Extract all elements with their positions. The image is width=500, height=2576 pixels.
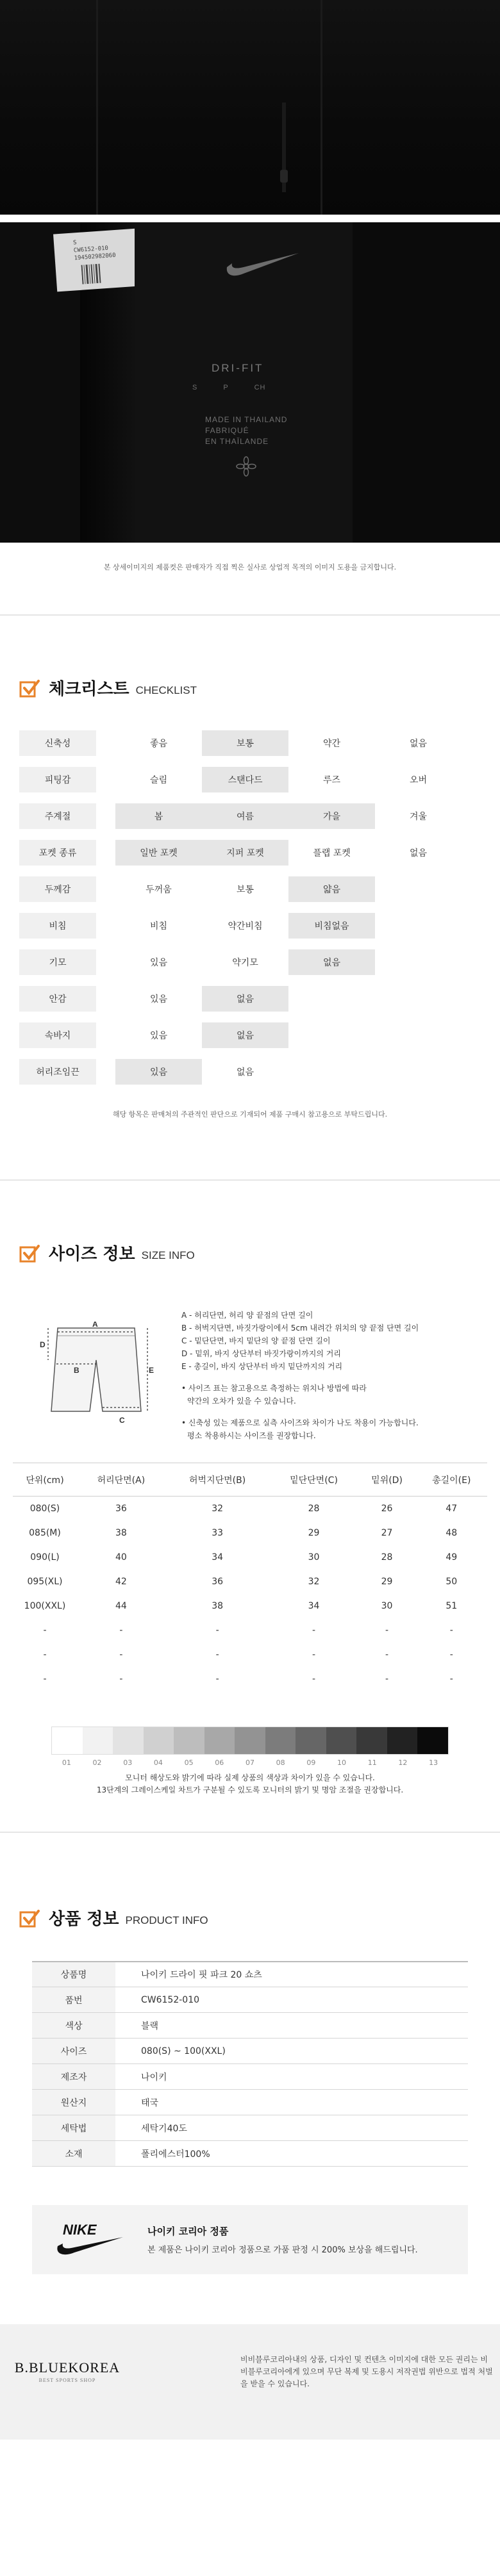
product-info-heading — [0, 1891, 500, 1929]
checklist-label: 허리조임끈 — [19, 1059, 96, 1085]
size-table-cell: - — [119, 1625, 123, 1636]
size-table-cell: - — [215, 1649, 219, 1660]
size-table-cell: 38 — [115, 1527, 127, 1538]
size-table-cell: - — [312, 1625, 316, 1636]
size-table-cell: 29 — [308, 1527, 320, 1538]
product-photo-pocket — [0, 0, 500, 215]
section-subtitle: SIZE INFO — [141, 1249, 195, 1261]
size-table-row — [13, 1570, 487, 1594]
grayscale-label: 02 — [92, 1758, 102, 1767]
size-table-row — [13, 1643, 487, 1667]
size-table-cell: 34 — [212, 1552, 224, 1563]
product-info-row — [32, 1987, 468, 2013]
checklist-row — [19, 980, 481, 1017]
size-table-cell: 27 — [381, 1527, 393, 1538]
checklist-row — [19, 834, 481, 871]
product-info-value: 나이키 드라이 핏 파크 20 쇼츠 — [115, 1962, 468, 1987]
care-tag: S CW6152-010 194502982060 — [53, 229, 140, 292]
grayscale-note: 모니터 해상도와 밝기에 따라 실제 상품의 색상과 차이가 있을 수 있습니다. 13단계의 그레이스케일 차트가 구분될 수 있도록 모니터의 밝기 및 명암 조절을 권장합니다. — [96, 1773, 404, 1794]
size-table-cell: 42 — [115, 1576, 127, 1587]
checklist-row — [19, 907, 481, 944]
section-title: 상품 정보 — [49, 1909, 119, 1929]
brand-name: B.BLUEKOREA — [14, 2359, 121, 2375]
grayscale-bar — [51, 1727, 449, 1755]
diagram-letter-c: C — [119, 1416, 125, 1425]
size-table-cell: - — [385, 1673, 389, 1684]
size-table-cell: 48 — [446, 1527, 458, 1538]
checklist-row — [19, 1017, 481, 1053]
checklist-option: 약기모 — [232, 957, 258, 968]
diagram-letter-b: B — [74, 1366, 79, 1375]
checklist-option: 보통 — [202, 730, 288, 756]
product-info-value: 태국 — [115, 2090, 468, 2115]
checklist-option: 지퍼 포켓 — [202, 840, 288, 866]
size-table-cell: 33 — [212, 1527, 224, 1538]
product-info-value: CW6152-010 — [115, 1987, 468, 2013]
checklist-label: 두께감 — [19, 876, 96, 902]
grayscale-label: 07 — [245, 1758, 254, 1767]
size-table-header: 총길이(E) — [416, 1463, 487, 1497]
size-table-cell: - — [449, 1673, 453, 1684]
made-in-text: MADE IN THAILAND FABRIQUÉ EN THAÏLANDE — [205, 415, 288, 446]
product-info-value: 세탁기40도 — [115, 2115, 468, 2141]
grayscale-label: 12 — [398, 1758, 408, 1767]
checklist-option: 있음 — [149, 1030, 168, 1041]
grayscale-swatch — [387, 1727, 418, 1754]
grayscale-swatch — [235, 1727, 265, 1754]
checklist-option: 보통 — [236, 884, 254, 895]
svg-text:NIKE: NIKE — [63, 2222, 97, 2238]
size-table-cell: - — [43, 1649, 47, 1660]
copyright-notice: 본 상세이미지의 제품컷은 판매자가 직접 찍은 실사로 상업적 목적의 이미지 도용을 금지합니다. — [103, 563, 397, 571]
size-table-cell: 50 — [446, 1576, 458, 1587]
checkbox-icon — [19, 1243, 40, 1264]
section-subtitle: CHECKLIST — [135, 684, 197, 696]
checklist-option: 오버 — [409, 775, 428, 785]
size-table-header: 밑위(D) — [358, 1463, 416, 1497]
size-table-cell: 32 — [212, 1503, 224, 1514]
size-table-row — [13, 1667, 487, 1691]
diagram-letter-e: E — [149, 1366, 154, 1375]
checklist-option: 없음 — [236, 1067, 254, 1078]
checklist-option: 없음 — [202, 1022, 288, 1048]
size-info-heading — [0, 1226, 500, 1264]
checklist-option: 비침없음 — [288, 913, 375, 939]
checklist-option: 얇음 — [288, 876, 375, 902]
checklist-row — [19, 761, 481, 798]
grayscale-label: 01 — [62, 1758, 71, 1767]
product-info-value: 블랙 — [115, 2013, 468, 2039]
checklist-option: 있음 — [149, 994, 168, 1005]
genuine-description: 본 제품은 나이키 코리아 정품으로 가품 판정 시 200% 보상을 해드립니다. — [147, 2245, 418, 2255]
divider — [0, 1179, 500, 1181]
size-table-cell: - — [119, 1673, 123, 1684]
size-table-row — [13, 1497, 487, 1521]
size-table-cell: 080(S) — [29, 1503, 60, 1514]
checklist-option: 가을 — [288, 803, 375, 829]
checklist-option: 두꺼움 — [146, 884, 172, 895]
checklist-row — [19, 944, 481, 980]
grayscale-swatch — [326, 1727, 357, 1754]
size-table-row — [13, 1618, 487, 1643]
checkbox-icon — [19, 1908, 40, 1929]
checklist-option: 있음 — [115, 1059, 202, 1085]
size-table-row — [13, 1545, 487, 1570]
grayscale-label: 05 — [184, 1758, 194, 1767]
checklist-label: 비침 — [19, 913, 96, 939]
checklist-note: 해당 항목은 판매처의 주관적인 판단으로 기재되어 제품 구매시 참고용으로 부탁드립니다. — [112, 1110, 388, 1119]
size-table-cell: 100(XXL) — [24, 1600, 66, 1611]
grayscale-swatch — [204, 1727, 235, 1754]
size-table-cell: - — [43, 1625, 47, 1636]
checklist-label: 기모 — [19, 949, 96, 975]
size-notes: A - 허리단면, 허리 양 끝점의 단면 길이 B - 허벅지단면, 바짓가랑이에서 5cm 내려간 위치의 양 끝점 단면 길이 C - 밑단단면, 바지 밑단의 양 끝점 단면 길이 D - 밑위, 바지 상단부터 바짓가랑이까지의 거리 E - 총길이, 바지 상단부터 바지 밑단까지의 거리 • 사이즈 표는 참고용으로 측정하는 위치나 방법에 따라 약간의 오차가 있을 수 있습니다. • 신축성 있는 제품으로 실측 사이즈와 차이가 나도 착용이 가능합니다. 평소 착용하시는 사이즈를 권장합니다. — [181, 1311, 419, 1440]
size-table-cell: - — [385, 1649, 389, 1660]
product-info-row — [32, 2141, 468, 2167]
grayscale-swatch — [144, 1727, 174, 1754]
grayscale-swatch — [265, 1727, 296, 1754]
size-table-cell: 30 — [308, 1552, 320, 1563]
checklist-option: 없음 — [409, 848, 428, 858]
grayscale-swatch — [113, 1727, 144, 1754]
size-table-cell: 40 — [115, 1552, 127, 1563]
grayscale-swatch — [52, 1727, 83, 1754]
recycle-flower-icon — [236, 456, 256, 477]
grayscale-label: 06 — [215, 1758, 224, 1767]
product-info-row — [32, 2090, 468, 2115]
checklist-option: 좋음 — [149, 738, 168, 749]
checklist-option: 약간비침 — [228, 921, 263, 931]
section-title: 체크리스트 — [49, 680, 129, 699]
size-table-cell: - — [215, 1673, 219, 1684]
grayscale-label: 04 — [153, 1758, 163, 1767]
size-table-cell: 095(XL) — [27, 1576, 63, 1587]
size-table-cell: - — [385, 1625, 389, 1636]
shorts-measure-diagram — [38, 1322, 154, 1431]
grayscale-swatch — [356, 1727, 387, 1754]
size-table-cell: 49 — [446, 1552, 458, 1563]
checklist-label: 주계절 — [19, 803, 96, 829]
checklist-option — [375, 986, 462, 1012]
product-info-value: 나이키 — [115, 2064, 468, 2090]
size-table — [13, 1463, 487, 1691]
diagram-letter-a: A — [92, 1322, 98, 1329]
checklist-option: 없음 — [288, 949, 375, 975]
checklist-option: 봄 — [115, 803, 202, 829]
section-title: 사이즈 정보 — [49, 1245, 135, 1264]
section-subtitle: PRODUCT INFO — [125, 1914, 208, 1926]
size-table-cell: 26 — [381, 1503, 393, 1514]
checklist-option: 약간 — [322, 738, 341, 749]
size-table-cell: 51 — [446, 1600, 458, 1611]
barcode — [81, 259, 121, 288]
checklist-option: 없음 — [409, 738, 428, 749]
divider — [0, 614, 500, 616]
size-table-cell: 090(L) — [30, 1552, 60, 1563]
product-info-row — [32, 2115, 468, 2141]
size-table-cell: 47 — [446, 1503, 458, 1514]
product-info-key: 제조자 — [32, 2064, 115, 2090]
size-table-cell: 36 — [115, 1503, 127, 1514]
checklist-option: 비침 — [149, 921, 168, 931]
grayscale-swatch — [83, 1727, 113, 1754]
grayscale-label: 11 — [367, 1758, 377, 1767]
size-table-cell: 34 — [308, 1600, 320, 1611]
dri-fit-text: DRI-FIT — [212, 362, 264, 374]
product-info-key: 소재 — [32, 2141, 115, 2167]
size-table-header: 허벅지단면(B) — [165, 1463, 270, 1497]
checklist-row — [19, 798, 481, 834]
grayscale-label: 08 — [276, 1758, 285, 1767]
checklist-option — [375, 1022, 462, 1048]
product-info-table — [32, 1961, 468, 2167]
nike-logo-icon — [51, 2220, 128, 2259]
product-info-row — [32, 1962, 468, 1987]
checkbox-icon — [19, 678, 40, 699]
size-table-header: 허리단면(A) — [77, 1463, 165, 1497]
grayscale-label: 10 — [337, 1758, 347, 1767]
size-table-cell: - — [43, 1673, 47, 1684]
size-table-cell: - — [312, 1649, 316, 1660]
size-table-row — [13, 1594, 487, 1618]
size-codes: S P CH — [192, 384, 266, 391]
checklist-option — [288, 1022, 375, 1048]
size-table-cell: 28 — [308, 1503, 320, 1514]
checklist-option: 루즈 — [322, 775, 341, 785]
pocket-zipper — [276, 103, 301, 192]
checklist-label: 안감 — [19, 986, 96, 1012]
grayscale-label: 09 — [306, 1758, 316, 1767]
size-table-cell: 32 — [308, 1576, 320, 1587]
size-table-cell: 36 — [212, 1576, 224, 1587]
checklist-option — [375, 876, 462, 902]
product-info-key: 색상 — [32, 2013, 115, 2039]
grayscale-chart — [51, 1727, 449, 1796]
checklist-option: 플랩 포켓 — [313, 848, 351, 858]
checklist-table — [19, 725, 481, 1090]
checklist-label: 속바지 — [19, 1022, 96, 1048]
size-table-cell: - — [449, 1649, 453, 1660]
product-info-key: 상품명 — [32, 1962, 115, 1987]
footer-copyright: 비비블루코리아내의 상품, 디자인 및 컨텐츠 이미지에 대한 모든 권리는 비비블루코리아에게 있으며 무단 복제 및 도용시 저작권법 위반으로 법적 처벌을 받을 수 있습니다. — [240, 2355, 493, 2388]
checklist-label: 포켓 종류 — [19, 840, 96, 866]
footer-brand — [13, 2359, 122, 2383]
size-table-cell: 29 — [381, 1576, 393, 1587]
checklist-label: 신축성 — [19, 730, 96, 756]
checklist-row — [19, 725, 481, 761]
genuine-banner — [32, 2205, 468, 2274]
checklist-option: 슬림 — [149, 775, 168, 785]
size-table-cell: 30 — [381, 1600, 393, 1611]
checklist-option — [375, 1059, 462, 1085]
brand-tagline: BEST SPORTS SHOP — [38, 2377, 96, 2383]
checklist-option: 일반 포켓 — [115, 840, 202, 866]
size-table-row — [13, 1521, 487, 1545]
size-table-header: 밑단단면(C) — [269, 1463, 358, 1497]
product-info-key: 품번 — [32, 1987, 115, 2013]
footer — [0, 2324, 500, 2440]
grayscale-swatch — [417, 1727, 448, 1754]
checklist-option — [288, 1059, 375, 1085]
checklist-option — [375, 913, 462, 939]
checklist-option: 겨울 — [409, 811, 428, 822]
product-info-key: 원산지 — [32, 2090, 115, 2115]
grayscale-label: 03 — [123, 1758, 133, 1767]
size-table-cell: - — [312, 1673, 316, 1684]
checklist-row — [19, 871, 481, 907]
product-photo-label — [0, 222, 500, 543]
grayscale-swatch — [174, 1727, 204, 1754]
product-info-key: 세탁법 — [32, 2115, 115, 2141]
checklist-option: 있음 — [149, 957, 168, 968]
size-table-cell: - — [119, 1649, 123, 1660]
product-info-row — [32, 2064, 468, 2090]
size-table-cell: 085(M) — [29, 1527, 61, 1538]
genuine-title: 나이키 코리아 정품 — [147, 2226, 229, 2237]
size-table-cell: 38 — [212, 1600, 224, 1611]
checklist-option: 스탠다드 — [202, 767, 288, 792]
grayscale-label: 13 — [429, 1758, 438, 1767]
product-info-key: 사이즈 — [32, 2039, 115, 2064]
size-table-cell: 44 — [115, 1600, 127, 1611]
checklist-heading — [0, 660, 500, 699]
size-table-cell: - — [449, 1625, 453, 1636]
seam-line — [96, 0, 98, 215]
seam-line — [321, 0, 322, 215]
product-info-row — [32, 2013, 468, 2039]
size-table-cell: - — [215, 1625, 219, 1636]
product-info-row — [32, 2039, 468, 2064]
product-info-value: 080(S) ~ 100(XXL) — [115, 2039, 468, 2064]
checklist-option: 여름 — [202, 803, 288, 829]
size-table-cell: 28 — [381, 1552, 393, 1563]
fabric-texture — [0, 0, 500, 215]
size-table-header: 단위(cm) — [13, 1463, 77, 1497]
divider — [0, 1832, 500, 1833]
diagram-letter-d: D — [40, 1340, 46, 1349]
checklist-option — [288, 986, 375, 1012]
grayscale-swatch — [296, 1727, 326, 1754]
grayscale-labels — [51, 1759, 449, 1767]
checklist-row — [19, 1053, 481, 1090]
nike-swoosh-icon — [224, 248, 301, 280]
checklist-option: 없음 — [202, 986, 288, 1012]
checklist-option — [375, 949, 462, 975]
checklist-label: 피팅감 — [19, 767, 96, 792]
product-info-value: 폴리에스터100% — [115, 2141, 468, 2167]
